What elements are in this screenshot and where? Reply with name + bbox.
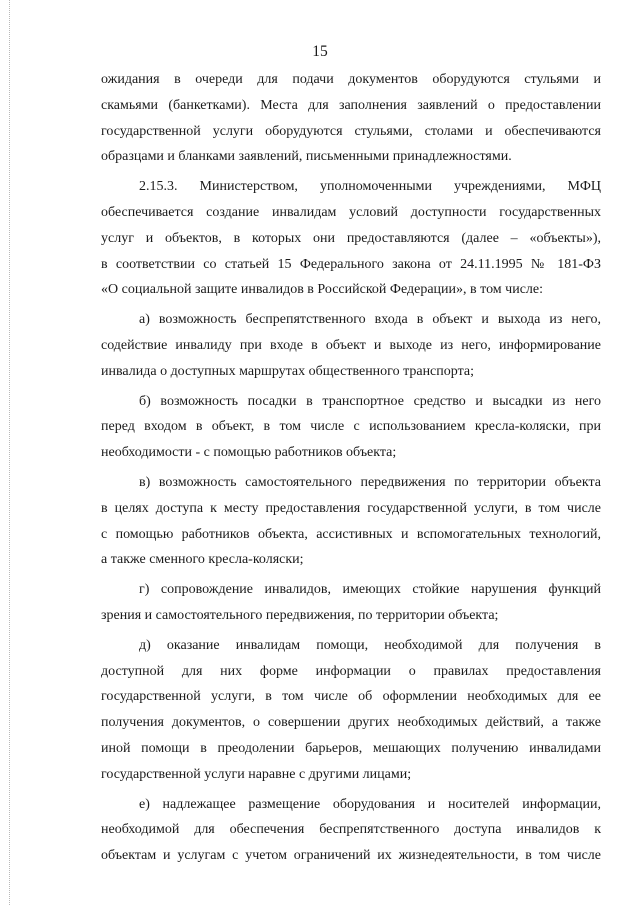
- text-line: ожидания в очереди для подачи документов оборудуются стульями и: [101, 72, 601, 87]
- paragraph: [101, 307, 601, 384]
- text-line: д) оказание инвалидам помощи, необходимой для получения в: [139, 637, 601, 653]
- text-line: е) надлежащее размещение оборудования и носителей информации,: [139, 796, 601, 812]
- text-line: государственной услуги оборудуются стульями, столами и обеспечиваются: [101, 123, 601, 139]
- text-line: в целях доступа к месту предоставления государственной услуги, в том числе: [101, 500, 601, 516]
- paragraph: [101, 792, 601, 869]
- text-line: государственной услуги, в том числе об оформлении необходимых для ее: [101, 689, 601, 705]
- text-line: зрения и самостоятельного передвижения, по территории объекта;: [101, 607, 499, 623]
- text-line: необходимости - с помощью работников объекта;: [101, 445, 397, 461]
- scan-edge-line: [9, 0, 10, 905]
- document-body: [101, 67, 601, 873]
- text-line: услуг и объектов, в которых они предоставляются (далее – «объекты»),: [101, 230, 601, 246]
- text-line: объектам и услугам с учетом ограничений их жизнедеятельности, в том числе: [101, 848, 601, 864]
- text-line: содействие инвалиду при входе в объект и выходе из него, информирование: [101, 337, 601, 353]
- text-line: получения документов, о совершении других необходимых действий, а также: [101, 715, 601, 731]
- page-number: 15: [312, 43, 328, 60]
- text-line: «О социальной защите инвалидов в Российской Федерации», в том числе:: [101, 282, 544, 298]
- text-line: перед входом в объект, в том числе с использованием кресла-коляски, при: [101, 419, 601, 435]
- text-line: образцами и бланками заявлений, письменными принадлежностями.: [101, 149, 512, 165]
- text-line: в) возможность самостоятельного передвижения по территории объекта: [139, 474, 601, 490]
- paragraph: [101, 389, 601, 466]
- paragraph: [101, 633, 601, 788]
- text-line: г) сопровождение инвалидов, имеющих стойкие нарушения функций: [139, 582, 601, 598]
- paragraph: [101, 67, 601, 170]
- text-line: доступной для них форме информации о правилах предоставления: [101, 663, 601, 679]
- text-line: скамьями (банкетками). Места для заполнения заявлений о предоставлении: [101, 97, 601, 113]
- paragraph: [101, 174, 601, 303]
- text-line: а) возможность беспрепятственного входа в объект и выхода из него,: [139, 312, 601, 328]
- text-line: 2.15.3. Министерством, уполномоченными учреждениями, МФЦ: [139, 179, 601, 195]
- text-line: необходимой для обеспечения беспрепятственного доступа инвалидов к: [101, 822, 601, 838]
- text-line: а также сменного кресла-коляски;: [101, 552, 304, 568]
- text-line: обеспечивается создание инвалидам условий доступности государственных: [101, 204, 601, 220]
- text-line: в соответствии со статьей 15 Федерального закона от 24.11.1995 № 181-ФЗ: [101, 256, 601, 272]
- text-line: государственной услуги наравне с другими лицами;: [101, 766, 412, 782]
- paragraph: [101, 470, 601, 573]
- text-line: инвалида о доступных маршрутах общественного транспорта;: [101, 363, 474, 379]
- text-line: б) возможность посадки в транспортное средство и высадки из него: [139, 393, 601, 409]
- paragraph: [101, 577, 601, 629]
- text-line: с помощью работников объекта, ассистивных и вспомогательных технологий,: [101, 526, 601, 542]
- text-line: иной помощи в преодолении барьеров, мешающих получению инвалидами: [101, 740, 601, 756]
